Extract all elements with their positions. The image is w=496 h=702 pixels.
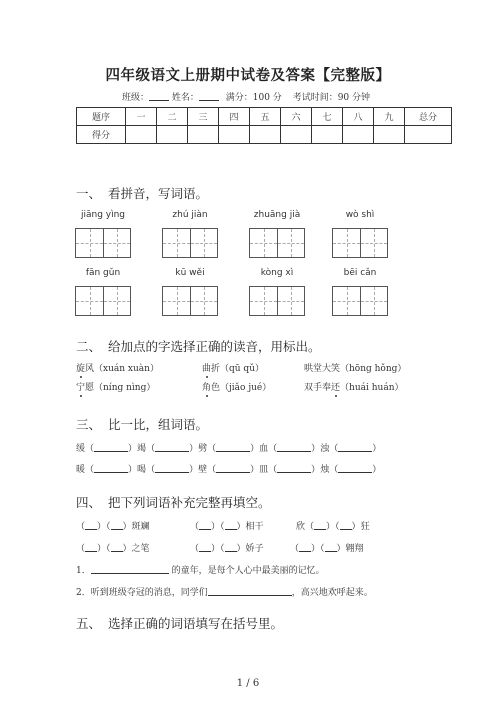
header-cell: 总分 xyxy=(405,108,452,126)
q3-char: 血 xyxy=(259,444,269,454)
header-cell: 九 xyxy=(374,108,405,126)
dotted-char: 宁 xyxy=(76,380,85,393)
q4-row-2b: （ ）（ ）娇子 xyxy=(190,544,264,554)
section-number: 二、 xyxy=(76,339,102,354)
answer-blank[interactable] xyxy=(91,564,169,574)
q2-item[interactable] xyxy=(202,380,271,393)
answer-blank[interactable] xyxy=(338,442,372,452)
exam-info xyxy=(0,90,496,103)
answer-blank[interactable] xyxy=(85,520,97,530)
score-cell xyxy=(219,126,250,144)
score-cell xyxy=(343,126,374,144)
q3-char: 壁 xyxy=(198,465,208,475)
page-number: 1 / 6 xyxy=(236,678,260,689)
writing-grid[interactable] xyxy=(249,228,305,258)
answer-blank[interactable] xyxy=(299,542,311,552)
q4-word: 欣 xyxy=(296,522,306,532)
pinyin-label: wò shì xyxy=(345,210,375,220)
score-cell xyxy=(281,126,312,144)
q2-item-text: 风（xuán xuàn） xyxy=(85,364,159,374)
sentence-text: 的童年，是每个人心中最美丽的记忆。 xyxy=(171,566,325,576)
q4-word: 狂 xyxy=(360,522,370,532)
score-cell xyxy=(405,126,452,144)
q2-item[interactable] xyxy=(76,361,159,374)
answer-blank[interactable] xyxy=(225,520,237,530)
q3-char: 竭 xyxy=(137,444,147,454)
answer-blank[interactable] xyxy=(338,463,372,473)
score-table-row xyxy=(77,126,452,144)
class-label: 班级： xyxy=(121,93,149,103)
answer-blank[interactable] xyxy=(94,463,128,473)
sentence-number: 1． xyxy=(76,566,91,576)
pinyin-label: kū wěi xyxy=(175,268,205,278)
answer-blank[interactable] xyxy=(85,542,97,552)
q2-item[interactable] xyxy=(304,380,403,393)
page-title: 四年级语文上册期中试卷及答案【完整版】 xyxy=(105,67,391,84)
q2-item-text: 哄堂大笑（hōng hǒng） xyxy=(304,364,407,374)
answer-blank[interactable] xyxy=(277,442,311,452)
section-4-heading xyxy=(76,493,271,511)
name-blank xyxy=(199,92,219,101)
header-cell: 一 xyxy=(126,108,157,126)
q3-char: 皿 xyxy=(259,465,269,475)
section-number: 三、 xyxy=(76,417,102,432)
header-cell: 二 xyxy=(157,108,188,126)
pinyin-label: zhú jiàn xyxy=(172,210,208,220)
q3-char: 暖 xyxy=(76,465,86,475)
q4-sentence-2 xyxy=(76,585,373,598)
writing-grid[interactable] xyxy=(332,228,388,258)
writing-grid[interactable] xyxy=(162,286,218,316)
q3-char: 烛 xyxy=(320,465,330,475)
q2-item[interactable] xyxy=(304,361,406,374)
q3-char: 喝 xyxy=(137,465,147,475)
dotted-char: 旋 xyxy=(76,361,85,374)
q4-row-1b: （ ）（ ）相干 xyxy=(190,522,264,532)
header-cell: 三 xyxy=(188,108,219,126)
section-5-heading xyxy=(76,614,283,632)
class-blank xyxy=(149,92,169,101)
q2-item-text: 愿（níng nìng） xyxy=(85,383,156,393)
q3-row-1: 缓（ ）竭（ ）劈（ ）血（ ）浊（ ） xyxy=(76,444,382,454)
answer-blank[interactable] xyxy=(216,463,250,473)
q4-sentence-1 xyxy=(76,563,325,576)
section-number: 五、 xyxy=(76,616,102,631)
header-cell: 五 xyxy=(250,108,281,126)
section-text: 比一比，组词语。 xyxy=(108,417,209,432)
writing-grid[interactable] xyxy=(249,286,305,316)
section-2-heading xyxy=(76,337,321,355)
header-cell: 四 xyxy=(219,108,250,126)
answer-blank[interactable] xyxy=(314,520,326,530)
sentence-text: 2．听到班级夺冠的消息，同学们 xyxy=(76,588,208,598)
q3-char: 劈 xyxy=(198,444,208,454)
answer-blank[interactable] xyxy=(325,542,337,552)
writing-grid[interactable] xyxy=(75,286,131,316)
section-text: 选择正确的词语填写在括号里。 xyxy=(108,616,284,631)
pinyin-label: fān gǔn xyxy=(85,268,121,278)
answer-blank[interactable] xyxy=(216,442,250,452)
pinyin-label: kòng xì xyxy=(260,268,294,278)
q2-item[interactable] xyxy=(76,380,155,393)
q4-row-1c: 欣（ ）（ ）狂 xyxy=(296,522,370,532)
q4-word: 之笔 xyxy=(131,544,150,554)
score-cell xyxy=(250,126,281,144)
answer-blank[interactable] xyxy=(155,463,189,473)
pinyin-label: bēi cǎn xyxy=(343,268,377,278)
answer-blank[interactable] xyxy=(111,542,123,552)
writing-grid[interactable] xyxy=(162,228,218,258)
full-score: 满分：100 分 xyxy=(225,93,282,103)
exam-time: 考试时间：90 分钟 xyxy=(292,93,371,103)
writing-grid[interactable] xyxy=(332,286,388,316)
header-cell: 六 xyxy=(281,108,312,126)
score-table xyxy=(76,107,452,144)
section-number: 一、 xyxy=(76,186,102,201)
q3-char: 浊 xyxy=(320,444,330,454)
score-cell xyxy=(188,126,219,144)
q3-row-2: 暖（ ）喝（ ）壁（ ）皿（ ）烛（ ） xyxy=(76,465,382,475)
q2-item-text: 双手奉 xyxy=(304,383,332,393)
q2-item-text: 折（qū qǔ） xyxy=(211,364,264,374)
answer-blank[interactable] xyxy=(94,442,128,452)
section-text: 看拼音，写词语。 xyxy=(108,186,209,201)
dotted-char: 还 xyxy=(331,380,340,393)
q4-word: 斑斓 xyxy=(131,522,150,532)
dotted-char: 角 xyxy=(202,380,211,393)
score-cell xyxy=(126,126,157,144)
pinyin-label: zhuāng jià xyxy=(253,210,301,220)
q2-item[interactable] xyxy=(202,361,264,374)
sentence-text: ，高兴地欢呼起来。 xyxy=(291,588,373,598)
writing-grid[interactable] xyxy=(75,228,131,258)
section-1-heading xyxy=(76,184,208,202)
answer-blank[interactable] xyxy=(199,542,211,552)
header-cell: 八 xyxy=(343,108,374,126)
answer-blank[interactable] xyxy=(155,442,189,452)
score-cell xyxy=(312,126,343,144)
pinyin-label: jiāng yìng xyxy=(80,210,126,220)
section-text: 把下列词语补充完整再填空。 xyxy=(108,495,271,510)
score-table-header xyxy=(77,108,452,126)
q3-char: 缓 xyxy=(76,444,86,454)
answer-blank[interactable] xyxy=(277,463,311,473)
section-text: 给加点的字选择正确的读音，用标出。 xyxy=(108,339,321,354)
q2-item-text: （huái huán） xyxy=(340,383,404,393)
answer-blank[interactable] xyxy=(340,520,352,530)
header-cell: 七 xyxy=(312,108,343,126)
q4-row-2: （ ）（ ）之笔 xyxy=(76,544,150,554)
q2-item-text: 色（jiǎo jué） xyxy=(211,383,272,393)
name-label: 姓名： xyxy=(171,93,199,103)
q4-word: 相干 xyxy=(245,522,264,532)
answer-blank[interactable] xyxy=(111,520,123,530)
q4-row-1: （ ）（ ）斑斓 xyxy=(76,522,150,532)
q4-word: 娇子 xyxy=(245,544,264,554)
dotted-char: 曲 xyxy=(202,361,211,374)
q4-word: 翱翔 xyxy=(345,544,364,554)
answer-blank[interactable] xyxy=(208,586,292,596)
answer-blank[interactable] xyxy=(225,542,237,552)
section-3-heading xyxy=(76,415,208,433)
score-cell xyxy=(374,126,405,144)
score-cell xyxy=(157,126,188,144)
header-cell: 题序 xyxy=(77,108,126,126)
q4-row-2c: （ ）（ ）翱翔 xyxy=(290,544,364,554)
section-number: 四、 xyxy=(76,495,102,510)
row-label: 得分 xyxy=(77,126,126,144)
answer-blank[interactable] xyxy=(199,520,211,530)
